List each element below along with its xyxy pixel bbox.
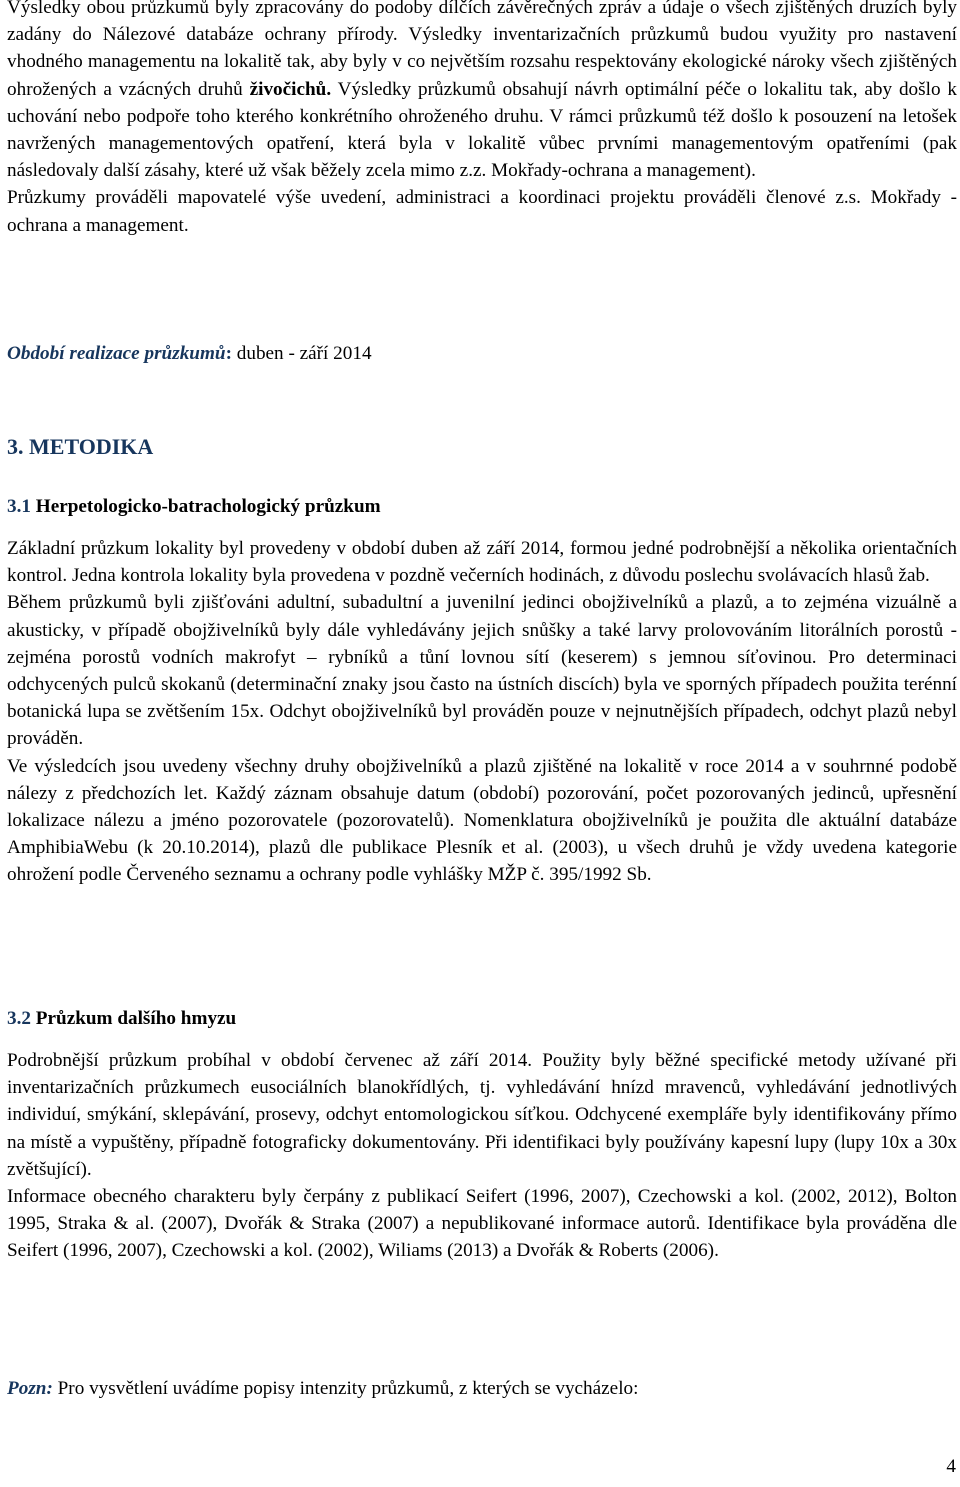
intro-bold-word: živočichů.	[249, 78, 332, 100]
section-3-2-paragraph-1: Podrobnější průzkum probíhal v období červenec až září 2014. Použity byly běžné specifické metody užívané při inventarizačních průzkumech eusociálních blanokřídlých, tj. vyhledávání hnízd mravenců, vyhledávání jednotlivých individuí, smýkání, sklepávání, prosevy, odchyt entomologickou síťkou. Odchycené exempláře byly identifikovány přímo na místě a vypuštěny, případně fotograficky dokumentovány. Při identifikaci byly používány kapesní lupy (lupy 10x a 30x zvětšující).	[7, 1050, 957, 1180]
section-3-1-number: 3.1	[7, 496, 31, 517]
section-3-1-heading	[7, 493, 381, 520]
intro-block	[7, 0, 957, 239]
section-3-2-body	[7, 1047, 957, 1265]
note-text: Pro vysvětlení uvádíme popisy intenzity průzkumů, z kterých se vycházelo:	[52, 1378, 639, 1399]
section-3-1-title: Herpetologicko-batrachologický průzkum	[30, 496, 381, 517]
note-label: Pozn:	[7, 1378, 53, 1399]
period-label: Období realizace průzkumů	[7, 343, 226, 364]
section-3-2-number: 3.2	[7, 1008, 31, 1029]
period-value: duben - září 2014	[231, 343, 372, 364]
intro-paragraph	[7, 0, 957, 184]
note-line	[7, 1375, 957, 1402]
section-3-2-paragraph-2: Informace obecného charakteru byly čerpány z publikací Seifert (1996, 2007), Czechowski a kol. (2002, 2012), Bolton 1995, Straka & al. (2007), Dvořák & Straka (2007) a nepublikované informace autorů. Identifikace byla prováděna dle Seifert (1996, 2007), Czechowski a kol. (2002), Wiliams (2013) a Dvořák & Roberts (2006).	[7, 1186, 957, 1262]
section-3-1-body	[7, 535, 957, 889]
page-number: 4	[946, 1456, 956, 1477]
section-3-1-paragraph-3: Ve výsledcích jsou uvedeny všechny druhy obojživelníků a plazů zjištěné na lokalitě v roce 2014 a v souhrnné podobě nálezy z předchozích let. Každý záznam obsahuje datum (období) pozorování, počet pozorovaných jedinců, upřesnění lokalizace nálezu a jméno pozorovatele (pozorovatelů). Nomenklatura obojživelníků je použita dle aktuální databáze AmphibiaWebu (k 20.10.2014), plazů dle publikace Plesník et al. (2003), u všech druhů je vždy uvedena kategorie ohrožení podle Červeného seznamu a ochrany podle vyhlášky MŽP č. 395/1992 Sb.	[7, 755, 957, 886]
intro-text-1: Výsledky obou průzkumů byly zpracovány do podoby dílčích závěrečných zpráv a údaje o všech zjištěných druzích byly zadány do Nálezové databáze ochrany přírody. Výsledky inventarizačních průzkumů budou využity pro nastavení vhodného managementu na lokalitě tak, aby byly v co největším rozsahu respektovány ekologické nároky všech zjištěných ohrožených a vzácných druhů	[7, 0, 957, 100]
period-colon: :	[225, 343, 232, 364]
section-3-1-paragraph-2: Během průzkumů byli zjišťováni adultní, subadultní a juvenilní jedinci obojživelníků a plazů, a to zejména vizuálně a akusticky, v případě obojživelníků byly dále vyhledávány jejich snůšky a také larvy prolovováním litorálních porostů - zejména porostů vodních makrofyt – rybníků a tůní lovnou sítí (keserem) s jemnou síťovinou. Pro determinaci odchycených pulců skokanů (determinační znaky jsou často na ústních discích) byla ve sporných případech použita terénní botanická lupa se zvětšením 15x. Odchyt obojživelníků byl prováděn pouze v nejnutnějších případech, odchyt plazů nebyl prováděn.	[7, 592, 957, 750]
intro-coordination-paragraph: Průzkumy prováděli mapovatelé výše uvedení, administraci a koordinaci projektu prováděli členové z.s. Mokřady - ochrana a management.	[7, 187, 957, 236]
section-3-2-heading	[7, 1005, 236, 1032]
section-3-heading: 3. METODIKA	[7, 434, 154, 459]
section-3-1-paragraph-1: Základní průzkum lokality byl provedeny v období duben až září 2014, formou jedné podrobnější a několika orientačních kontrol. Jedna kontrola lokality byla provedena v pozdně večerních hodinách, z důvodu poslechu svolávacích hlasů žab.	[7, 538, 957, 587]
intro-text-2: Výsledky průzkumů obsahují návrh optimální péče o lokalitu tak, aby došlo k uchování nebo podpoře toho kterého konkrétního ohroženého druhu. V rámci průzkumů též došlo k posouzení na letošek navržených managementových opatření, která byla v lokalitě vůbec prvními managementovým opatřeními (pak následovaly další zásahy, které už však běžely zcela mimo z.z. Mokřady-ochrana a management).	[7, 78, 957, 182]
period-line	[7, 340, 957, 367]
section-3-2-title: Průzkum dalšího hmyzu	[30, 1008, 237, 1029]
